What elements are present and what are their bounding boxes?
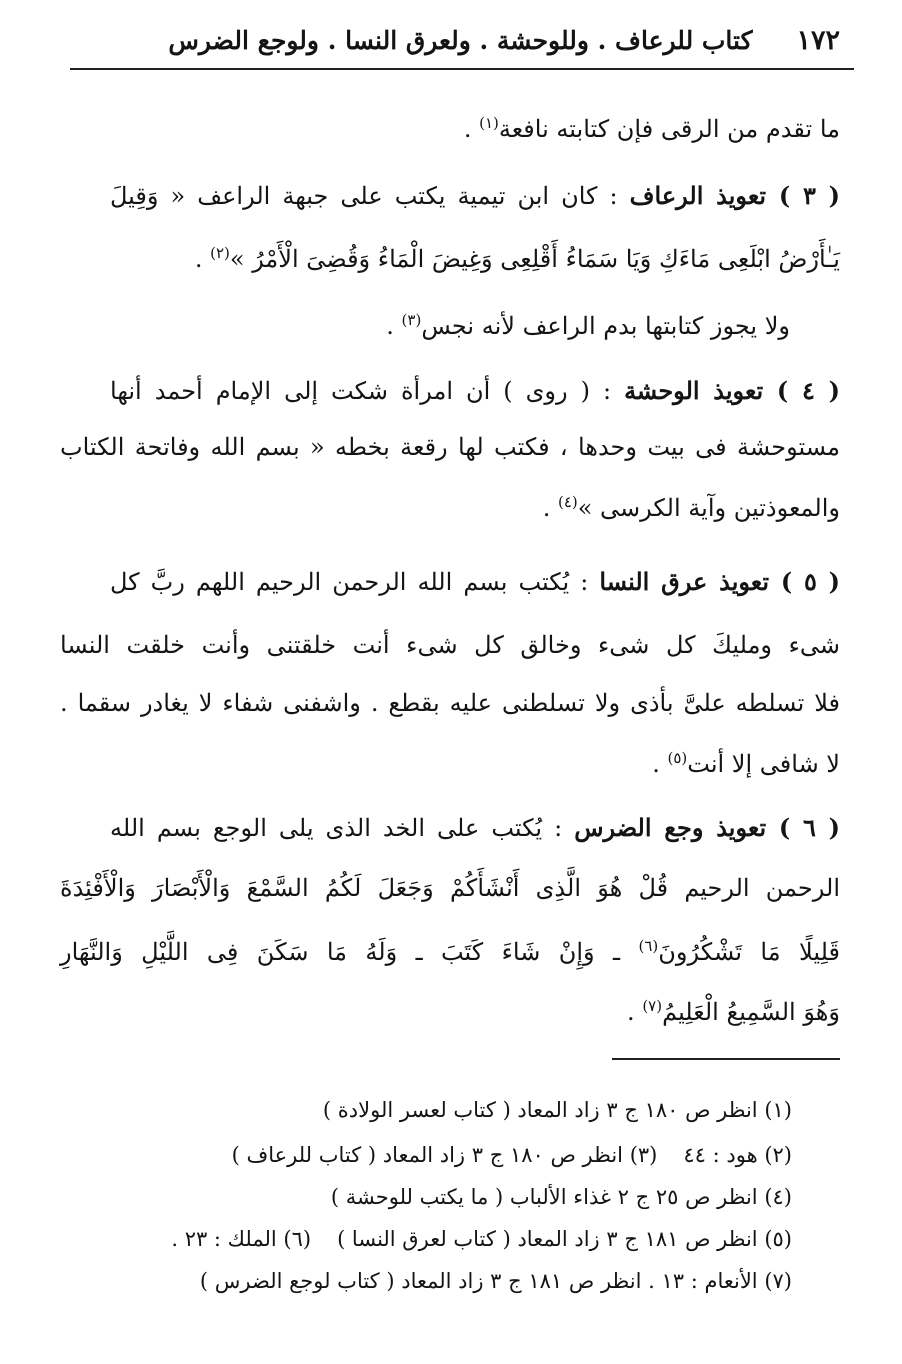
text-line: لا شافى إلا أنت$^{(٥)}$ . (652, 749, 840, 778)
footnote-ref: (٢) (210, 244, 230, 262)
section-heading: ( ٥ ) تعويذ عرق النسا (599, 567, 840, 596)
text-line: شىء ومليكَ كل شىء وخالق كل شىء أنت خلقتنى وأنت خلقت النسا (60, 631, 840, 659)
footnote-ref: (٥) (667, 749, 688, 767)
text-line: ( ٦ ) تعويذ وجع الضرس : يُكتب على الخد الذى يلى الوجع بسم الله (110, 813, 840, 842)
section-heading: ( ٣ ) تعويذ الرعاف (629, 181, 840, 210)
footnote: (٢) هود : ٤٤(٣) انظر ص ١٨٠ ج ٣ زاد المعاد ( كتاب للرعاف ) (231, 1143, 792, 1167)
page-number: ١٧٢ (796, 24, 840, 56)
text-line: مستوحشة فى بيت وحدها ، فكتب لها رقعة بخطه « بسم الله وفاتحة الكتاب (60, 433, 840, 461)
text-line: قَلِيلًا مَا تَشْكُرُونَ$^{(٦)}$ ـ وَإِنْ شَاءَ كَتَبَ ـ وَلَهُ مَا سَكَنَ فِى اللَّيْلِ وَالنَّهَارِ (60, 937, 840, 966)
text-line: ما تقدم من الرقى فإن كتابته نافعة$^{(١)}$ . (463, 114, 840, 143)
footnote-ref: (٧) (642, 997, 663, 1015)
text-line: ( ٣ ) تعويذ الرعاف : كان ابن تيمية يكتب على جبهة الراعف « وَقِيلَ (110, 181, 840, 210)
text-line: يَـٰأَرْضُ ابْلَعِى مَاءَكِ وَيَا سَمَاءُ أَقْلِعِى وَغِيضَ الْمَاءُ وَقُضِىَ الْأَمْرُ »$^{(٢)}$ . (194, 244, 840, 273)
footnote: (٥) انظر ص ١٨١ ج ٣ زاد المعاد ( كتاب لعرق النسا )(٦) الملك : ٢٣ . (171, 1227, 792, 1251)
footnote-ref: (٤) (557, 493, 578, 511)
footnote-ref: (١) (479, 114, 499, 132)
footnote-rule (612, 1058, 840, 1060)
footnote: (٧) الأنعام : ١٣ . انظر ص ١٨١ ج ٣ زاد المعاد ( كتاب لوجع الضرس ) (199, 1269, 792, 1293)
footnote-ref: (٦) (638, 937, 659, 955)
running-title: كتاب للرعاف . وللوحشة . ولعرق النسا . ولوجع الضرس (168, 25, 753, 55)
text-line: ( ٥ ) تعويذ عرق النسا : يُكتب بسم الله الرحمن الرحيم اللهم ربَّ كل (110, 567, 840, 596)
footnote: (٤) انظر ص ٢٥ ج ٢ غذاء الألباب ( ما يكتب للوحشة ) (330, 1185, 792, 1209)
text-line: ( ٤ ) تعويذ الوحشة : ( روى ) أن امرأة شكت إلى الإمام أحمد أنها (110, 376, 841, 405)
footnote: (١) انظر ص ١٨٠ ج ٣ زاد المعاد ( كتاب لعسر الولادة ) (322, 1098, 792, 1122)
text-line: فلا تسلطه علىَّ بأذى ولا تسلطنى عليه بقطع . واشفنى شفاء لا يغادر سقما . (60, 689, 840, 717)
text-line: وَهُوَ السَّمِيعُ الْعَلِيمُ$^{(٧)}$ . (627, 997, 840, 1026)
text-line: الرحمن الرحيم قُلْ هُوَ الَّذِى أَنْشَأَكُمْ وَجَعَلَ لَكُمُ السَّمْعَ وَالْأَبْصَارَ وَالْأَفْئِدَةَ (60, 874, 840, 902)
footnote-ref: (٣) (401, 311, 422, 329)
text-line: والمعوذتين وآية الكرسى »$^{(٤)}$ . (542, 493, 840, 522)
section-heading: ( ٦ ) تعويذ وجع الضرس (574, 813, 840, 842)
section-heading: ( ٤ ) تعويذ الوحشة (624, 376, 841, 405)
text-line: ولا يجوز كتابتها بدم الراعف لأنه نجس$^{(٣)}$ . (386, 311, 790, 340)
